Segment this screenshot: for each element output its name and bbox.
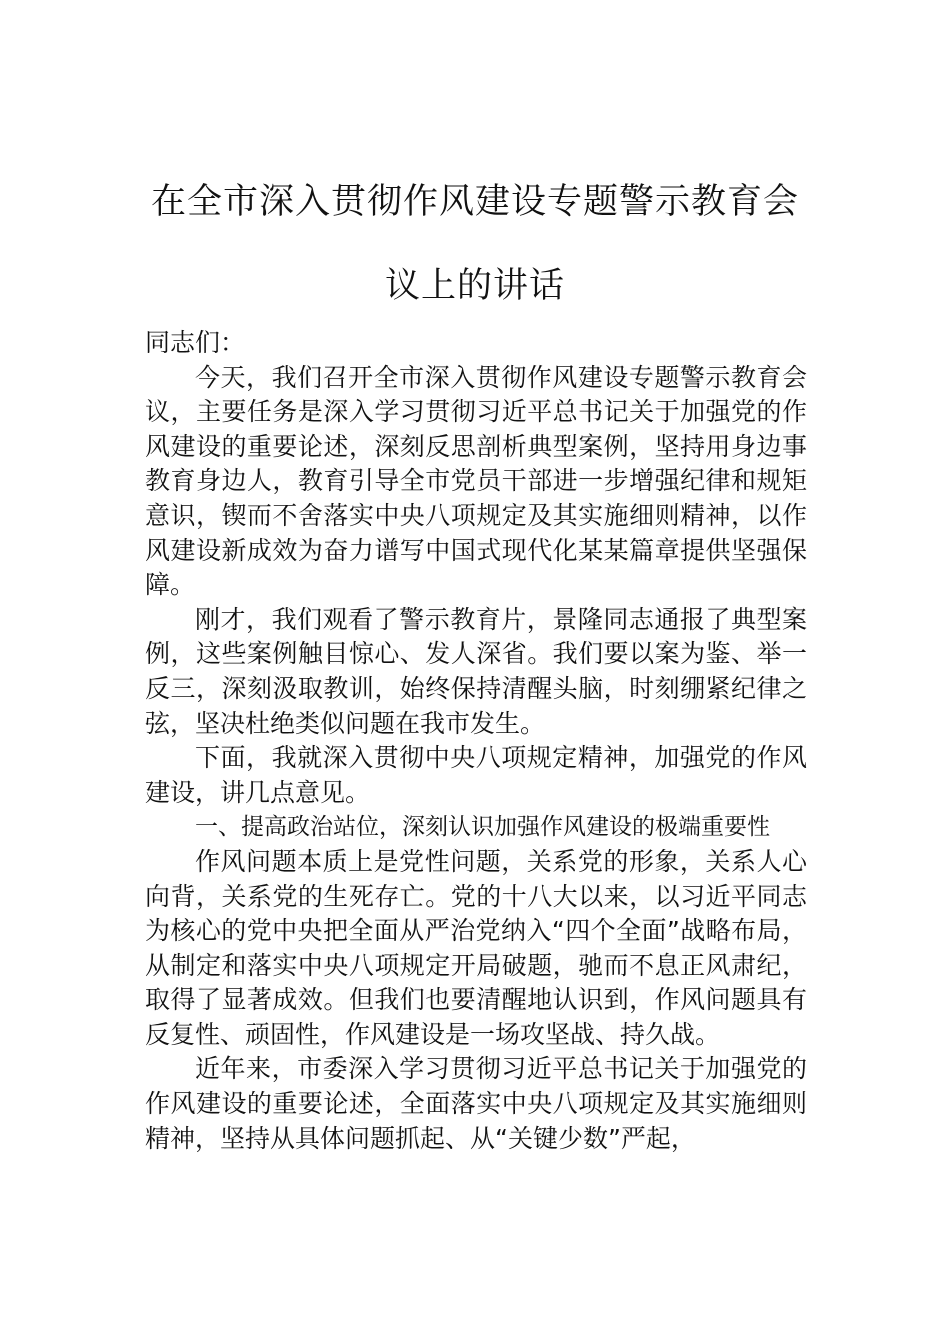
paragraph-warning-film: 刚才，我们观看了警示教育片，景隆同志通报了典型案例，这些案例触目惊心、发人深省。我们要以案为鉴、举一反三，深刻汲取教训，始终保持清醒头脑，时刻绷紧纪律之弦，坚决杜绝类似问题在我市发生。 — [145, 604, 807, 738]
paragraph-section-1-a: 作风问题本质上是党性问题，关系党的形象，关系人心向背，关系党的生死存亡。党的十八大以来，以习近平同志为核心的党中央把全面从严治党纳入“四个全面”战略布局，从制定和落实中央八项规定开局破题，驰而不息正风肃纪，取得了显著成效。但我们也要清醒地认识到，作风问题具有反复性、顽固性，作风建设是一场攻坚战、持久战。 — [145, 846, 807, 1049]
paragraph-opening: 今天，我们召开全市深入贯彻作风建设专题警示教育会议，主要任务是深入学习贯彻习近平总书记关于加强党的作风建设的重要论述，深刻反思剖析典型案例，坚持用身边事教育身边人，教育引导全市党员干部进一步增强纪律和规矩意识，锲而不舍落实中央八项规定及其实施细则精神，以作风建设新成效为奋力谱写中国式现代化某某篇章提供坚强保障。 — [145, 362, 807, 600]
document-body — [145, 326, 807, 1156]
paragraph-outline: 下面，我就深入贯彻中央八项规定精神，加强党的作风建设，讲几点意见。 — [145, 743, 807, 807]
section-heading-1: 一、提高政治站位，深刻认识加强作风建设的极端重要性 — [195, 814, 770, 841]
salutation: 同志们： — [145, 328, 246, 357]
paragraph-section-1-b: 近年来，市委深入学习贯彻习近平总书记关于加强党的作风建设的重要论述，全面落实中央八项规定及其实施细则精神，坚持从具体问题抓起、从“关键少数”严起， — [145, 1054, 807, 1153]
document-title: 在全市深入贯彻作风建设专题警示教育会议上的讲话 — [150, 182, 799, 306]
